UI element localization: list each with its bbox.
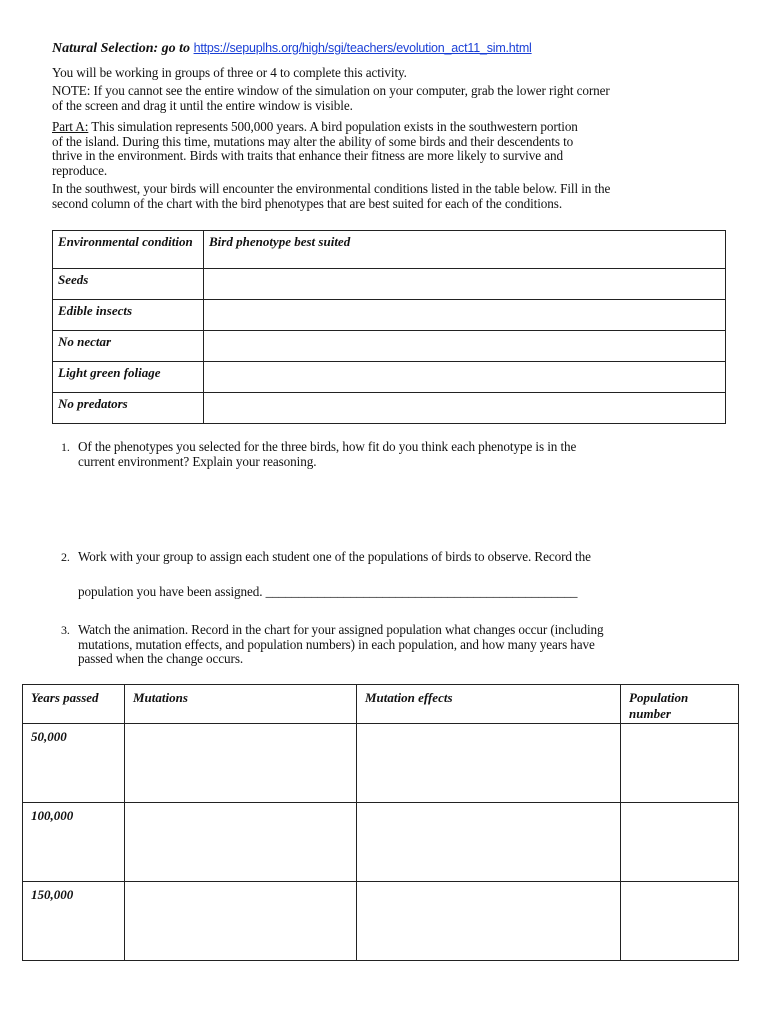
question-number: 3.: [61, 623, 70, 637]
column-header-condition: Environmental condition: [53, 231, 204, 269]
mutations-answer-cell[interactable]: [125, 724, 357, 803]
table-instructions: [52, 182, 702, 211]
question-1: [61, 440, 701, 472]
phenotype-answer-cell[interactable]: [204, 331, 726, 362]
question-text: [78, 550, 591, 599]
groups-instruction: [52, 66, 702, 81]
table-header-row: [23, 685, 739, 724]
part-a-line-1: This simulation represents 500,000 years. A bird population exists in the southwestern portion: [88, 119, 578, 134]
instructions-line-2: second column of the chart with the bird phenotypes that are best suited for each of the conditions.: [52, 195, 563, 211]
table-row: [53, 393, 726, 424]
years-cell: 50,000: [23, 724, 125, 803]
question-2: [61, 550, 701, 600]
population-changes-table: [22, 684, 739, 961]
phenotype-answer-cell[interactable]: [204, 300, 726, 331]
question-text: [78, 440, 576, 469]
table-row: [23, 882, 739, 961]
question-3-line-2: mutations, mutation effects, and population numbers) in each population, and how many years have: [78, 636, 595, 652]
table-row: [23, 724, 739, 803]
condition-cell: No predators: [53, 393, 204, 424]
table-header-row: [53, 231, 726, 269]
mutation-effects-answer-cell[interactable]: [357, 803, 621, 882]
part-a-line-2: of the island. During this time, mutations may alter the ability of some birds and their descendents to: [52, 133, 574, 149]
question-3-line-1: Watch the animation. Record in the chart for your assigned population what changes occur (including: [78, 622, 604, 637]
column-header-phenotype: Bird phenotype best suited: [204, 231, 726, 269]
condition-cell: Seeds: [53, 269, 204, 300]
simulation-link[interactable]: https://sepuplhs.org/high/sgi/teachers/evolution_act11_sim.html: [193, 41, 532, 55]
phenotype-answer-cell[interactable]: [204, 362, 726, 393]
condition-cell: Light green foliage: [53, 362, 204, 393]
instructions-line-1: In the southwest, your birds will encounter the environmental conditions listed in the table below. Fill in the: [52, 181, 611, 196]
table-row: [53, 269, 726, 300]
question-2-line-1: Work with your group to assign each student one of the populations of birds to observe. Record the: [78, 549, 591, 564]
phenotype-answer-cell[interactable]: [204, 393, 726, 424]
note-line-2: of the screen and drag it until the entire window is visible.: [52, 97, 353, 113]
condition-cell: No nectar: [53, 331, 204, 362]
note-line-1: NOTE: If you cannot see the entire window of the simulation on your computer, grab the lower right corner: [52, 83, 610, 98]
table-row: [53, 331, 726, 362]
mutations-answer-cell[interactable]: [125, 803, 357, 882]
question-1-line-1: Of the phenotypes you selected for the three birds, how fit do you think each phenotype is in the: [78, 439, 577, 454]
environment-table: [52, 230, 726, 424]
column-header-years: Years passed: [23, 685, 125, 724]
population-answer-cell[interactable]: [621, 803, 739, 882]
table-row: [53, 362, 726, 393]
question-3: [61, 623, 701, 669]
mutation-effects-answer-cell[interactable]: [357, 724, 621, 803]
table-row: [23, 803, 739, 882]
population-answer-cell[interactable]: [621, 882, 739, 961]
question-number: 1.: [61, 440, 70, 454]
question-text: [78, 623, 604, 667]
question-number: 2.: [61, 550, 70, 564]
condition-cell: Edible insects: [53, 300, 204, 331]
question-2-line-2[interactable]: population you have been assigned. ________________________________________________: [78, 583, 578, 599]
mutation-effects-answer-cell[interactable]: [357, 882, 621, 961]
worksheet-title: Natural Selection: go to: [52, 41, 191, 56]
part-a-line-4: reproduce.: [52, 162, 108, 178]
years-cell: 150,000: [23, 882, 125, 961]
groups-text: You will be working in groups of three or 4 to complete this activity.: [52, 65, 407, 80]
table-row: [53, 300, 726, 331]
years-cell: 100,000: [23, 803, 125, 882]
part-a-paragraph: [52, 120, 686, 178]
population-answer-cell[interactable]: [621, 724, 739, 803]
part-a-line-3: thrive in the environment. Birds with traits that enhance their fitness are more likely to survive and: [52, 148, 563, 164]
phenotype-answer-cell[interactable]: [204, 269, 726, 300]
note-paragraph: [52, 84, 702, 113]
column-header-mutations: Mutations: [125, 685, 357, 724]
question-1-line-2: current environment? Explain your reasoning.: [78, 453, 317, 469]
question-3-line-3: passed when the change occurs.: [78, 651, 244, 667]
title-line: [52, 40, 532, 57]
column-header-mutation-effects: Mutation effects: [357, 685, 621, 724]
column-header-population: Population number: [621, 685, 739, 724]
mutations-answer-cell[interactable]: [125, 882, 357, 961]
part-a-label: Part A:: [52, 119, 89, 134]
